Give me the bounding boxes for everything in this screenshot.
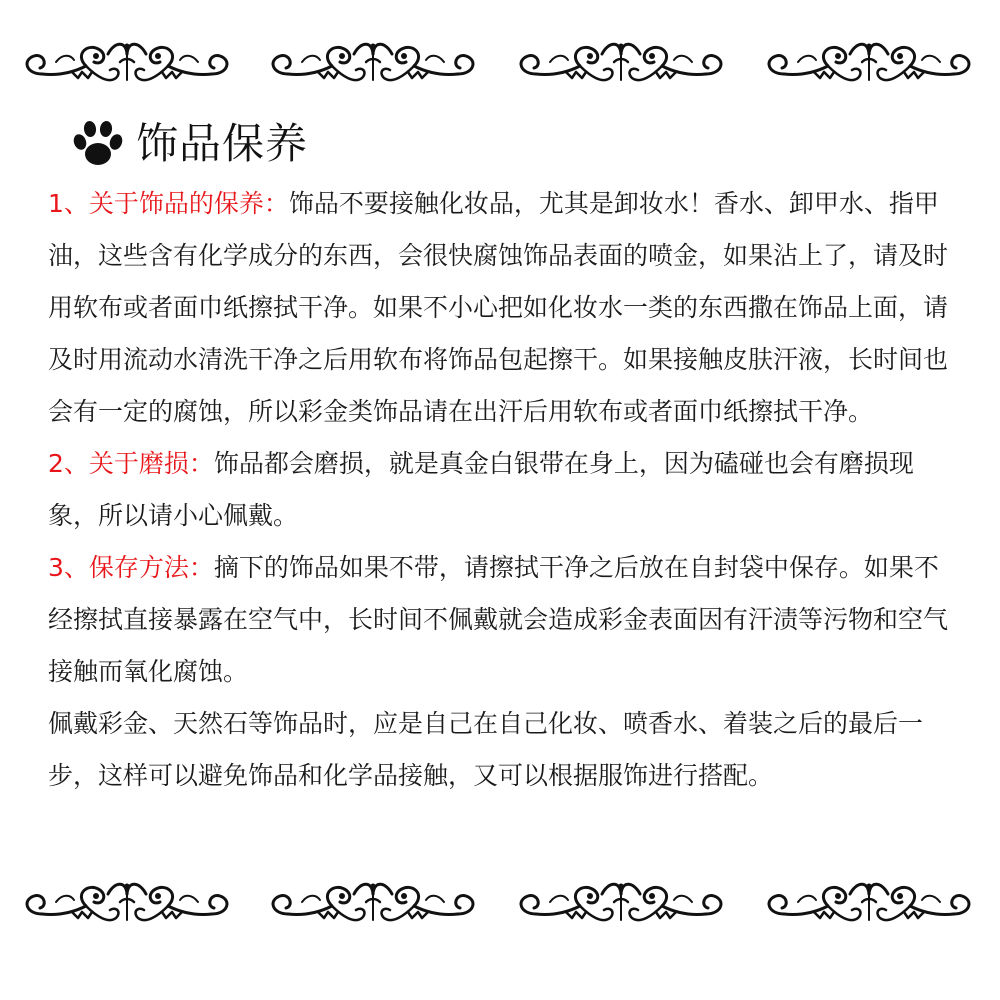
page-title: 饰品保养 bbox=[136, 119, 309, 168]
title-row bbox=[70, 112, 308, 176]
section-text: 摘下的饰品如果不带，请擦拭干净之后放在自封袋中保存。如果不经擦拭直接暴露在空气中，长时间不佩戴就会造成彩金表面因有汗渍等污物和空气接触而氧化腐蚀。 bbox=[48, 553, 949, 686]
section-text: 饰品都会磨损，就是真金白银带在身上，因为磕碰也会有磨损现象，所以请小心佩戴。 bbox=[48, 449, 914, 530]
scroll-ornament-icon bbox=[506, 32, 736, 102]
top-ornament-divider bbox=[0, 32, 1000, 102]
scroll-ornament-icon bbox=[754, 872, 984, 942]
section-label: 3、保存方法： bbox=[48, 553, 214, 582]
section-text: 饰品不要接触化妆品，尤其是卸妆水！香水、卸甲水、指甲油，这些含有化学成分的东西，会很快腐蚀饰品表面的喷金，如果沾上了，请及时用软布或者面巾纸擦拭干净。如果不小心把如化妆水一类的东西撒在饰品上面，请及时用流动水清洗干净之后用软布将饰品包起擦干。如果接触皮肤汗液，长时间也会有一定的腐蚀，所以彩金类饰品请在出汗后用软布或者面巾纸擦拭干净。 bbox=[48, 189, 949, 426]
section-care bbox=[48, 178, 960, 438]
scroll-ornament-icon bbox=[12, 872, 242, 942]
section-label: 1、关于饰品的保养： bbox=[48, 189, 289, 218]
scroll-ornament-icon bbox=[258, 32, 488, 102]
footer-note: 佩戴彩金、天然石等饰品时，应是自己在自己化妆、喷香水、着装之后的最后一步，这样可以避免饰品和化学品接触，又可以根据服饰进行搭配。 bbox=[48, 709, 924, 790]
section-wear bbox=[48, 438, 960, 542]
scroll-ornament-icon bbox=[12, 32, 242, 102]
scroll-ornament-icon bbox=[258, 872, 488, 942]
paw-icon bbox=[70, 116, 126, 172]
bottom-ornament-divider bbox=[0, 872, 1000, 942]
scroll-ornament-icon bbox=[506, 872, 736, 942]
section-storage bbox=[48, 542, 960, 698]
care-instructions bbox=[48, 178, 960, 802]
section-label: 2、关于磨损： bbox=[48, 449, 214, 478]
scroll-ornament-icon bbox=[754, 32, 984, 102]
